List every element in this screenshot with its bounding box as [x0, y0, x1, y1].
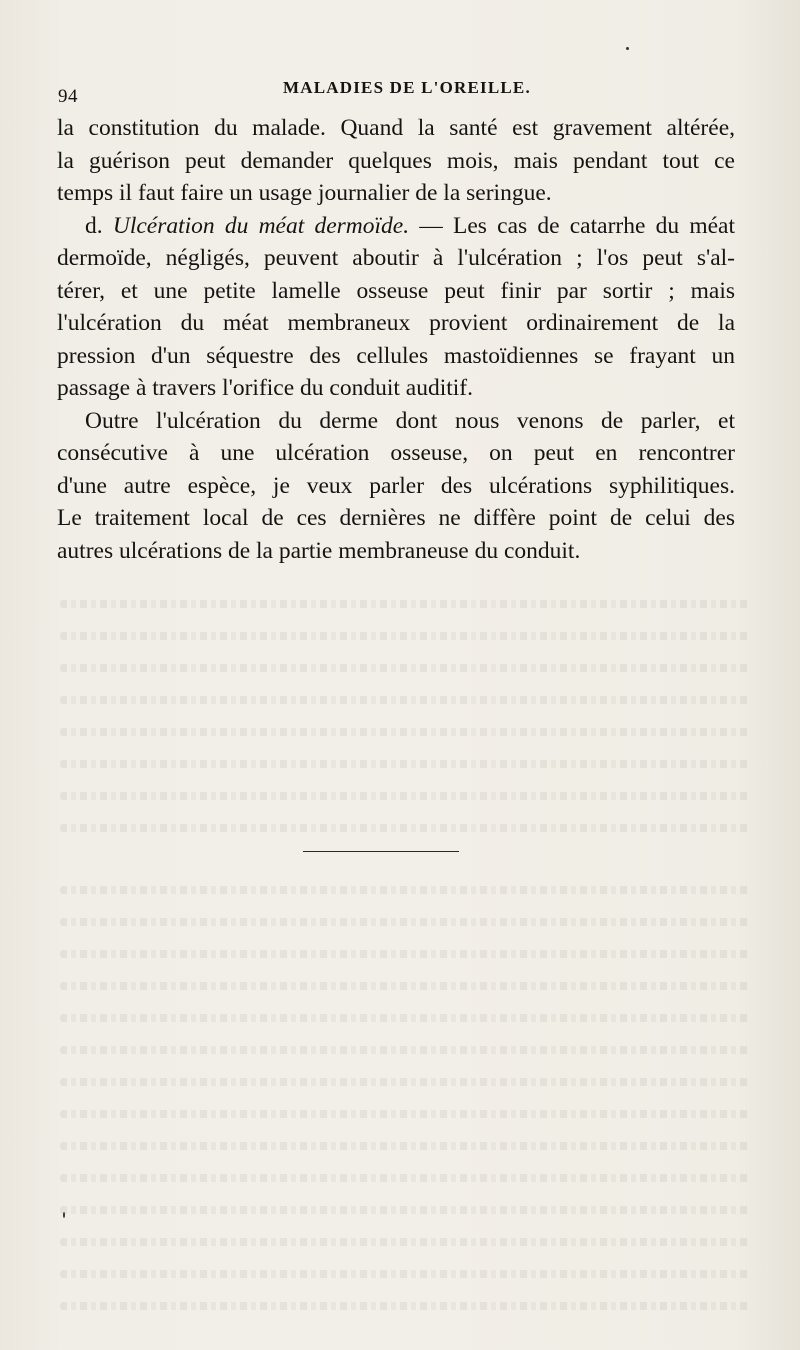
section-heading-continuation: — Les cas de catarrhe du méat [409, 212, 735, 239]
text-line: la constitution du malade. Quand la santé est gravement altérée, [57, 115, 735, 141]
section-heading-line [57, 210, 735, 243]
show-through-line [60, 1174, 750, 1182]
main-text [57, 112, 737, 567]
text-line: la guérison peut demander quelques mois, mais pendant tout ce [57, 147, 735, 174]
text-line: l'ulcération du méat membraneux provient ordinairement de la [57, 310, 735, 336]
text-line: passage à travers l'orifice du conduit auditif. [57, 375, 473, 401]
page-header [0, 76, 800, 106]
text-line: dermoïde, négligés, peuvent aboutir à l'ulcération ; l'os peut s'al- [57, 245, 735, 271]
running-title: MALADIES DE L'OREILLE. [283, 78, 531, 97]
section-end-rule [303, 851, 459, 852]
ink-speck [626, 47, 629, 50]
show-through-line [60, 760, 750, 768]
show-through-line [60, 1270, 750, 1278]
page-number: 94 [58, 86, 78, 107]
show-through-line [60, 696, 750, 704]
show-through-line [60, 982, 750, 990]
show-through-line [60, 1206, 750, 1214]
show-through-line [60, 950, 750, 958]
section-letter: d. [85, 212, 103, 239]
show-through-line [60, 728, 750, 736]
show-through-line [60, 1046, 750, 1054]
show-through-line [60, 886, 750, 894]
text-line: Outre l'ulcération du derme dont nous venons de parler, et [85, 407, 735, 434]
show-through-line [60, 1238, 750, 1246]
show-through-line [60, 1302, 750, 1310]
show-through-line [60, 1014, 750, 1022]
show-through-line [60, 1078, 750, 1086]
text-line: consécutive à une ulcération osseuse, on peut en rencontrer [57, 440, 735, 466]
text-line: autres ulcérations de la partie membraneuse du conduit. [57, 537, 581, 564]
show-through-line [60, 600, 750, 608]
text-line: Le traitement local de ces dernières ne diffère point de celui des [57, 505, 735, 531]
show-through-line [60, 824, 750, 832]
text-line: pression d'un séquestre des cellules mastoïdiennes se frayant un [57, 342, 735, 369]
show-through-line [60, 792, 750, 800]
show-through-line [60, 1142, 750, 1150]
show-through-line [60, 632, 750, 640]
text-line: d'une autre espèce, je veux parler des ulcérations syphilitiques. [57, 472, 735, 499]
section-heading: Ulcération du méat dermoïde. [112, 212, 410, 239]
text-line: térer, et une petite lamelle osseuse peut finir par sortir ; mais [57, 277, 735, 304]
text-line: temps il faut faire un usage journalier de la seringue. [57, 180, 552, 206]
ink-speck [63, 1212, 65, 1218]
show-through-line [60, 1110, 750, 1118]
show-through-line [60, 664, 750, 672]
show-through-line [60, 918, 750, 926]
